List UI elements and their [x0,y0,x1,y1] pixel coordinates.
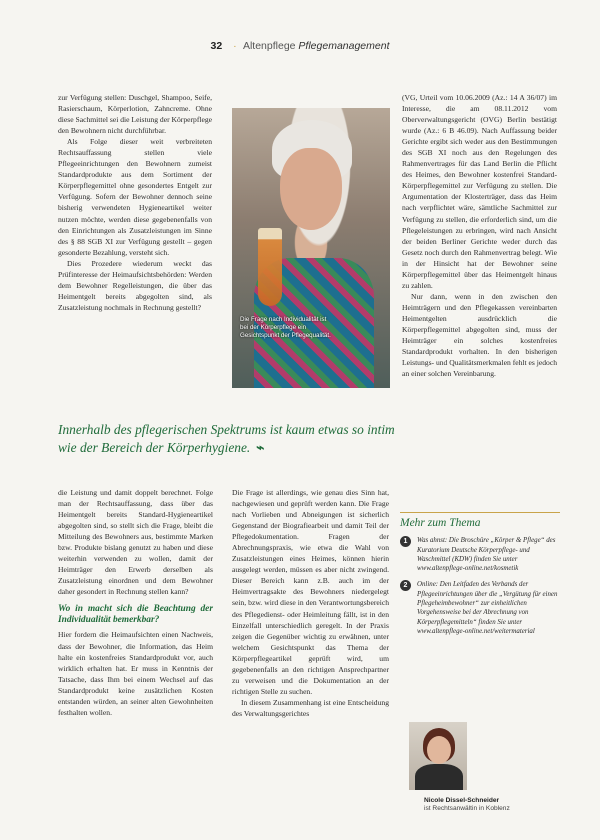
header-separator: · [233,40,237,52]
photo-face [280,148,342,230]
pull-quote [58,421,398,457]
article-column-3 [402,92,557,379]
info-item-text: Was ahnst: Die Broschüre „Körper & Pflege“ des Kuratorium Deutsche Körperpflege- und Waschmittel (KDW) finden Sie unter www.altenpflege-online.net/kosmetik [417,537,556,573]
info-box-rule [400,512,560,513]
author-face [427,736,451,764]
page-header [0,40,600,52]
info-item [400,580,560,636]
page-number: 32 [210,40,223,52]
info-box-title: Mehr zum Thema [400,517,481,529]
header-section: Pflegemanagement [298,40,390,52]
paragraph: Nur dann, wenn in den zwischen den Heimträgern und den Pflegekassen vereinbarten Heimentgelten ausdrücklich die Körperpflegemittel abgegolten sind, muss der Heimträger ein solches kostenfreies Standardprodukt vorhalten. In den bisherigen Leistungs- und Qualitätsmerkmalen fehlt es jedoch an einer solchen Vereinbarung. [402,291,557,379]
header-brand: Altenpflege [242,40,296,52]
paragraph: In diesem Zusammenhang ist eine Entscheidung des Verwaltungsgerichtes [232,697,389,718]
article-column-1 [58,92,212,313]
article-column-2-lower [232,487,389,719]
author-role: ist Rechtsanwältin in Koblenz [424,805,510,813]
pull-quote-text: Innerhalb des pflegerischen Spektrums ist kaum etwas so intim wie der Bereich der Körperhygiene. [58,422,395,455]
paragraph: die Leistung und damit doppelt berechnet. Folge man der Rechtsauffassung, dass über das Heimentgelt bereits Standard-Hygieneartikel abgegolten sind, so stellt sich die Frage, bleibt die Mitteilung des Bewohners aus, bestimmte Marken bzw. Produkte bislang genutzt zu haben und diese weiterhin verwenden zu wollen, damit der Heimträger den Erwerb derselben als Zusatzleistung einordnen und dem Bewohner daher gesondert in Rechnung stellen kann? [58,488,213,597]
article-photo [232,108,390,388]
author-photo [409,722,467,790]
photo-glass [258,228,282,306]
pull-quote-ornament-icon: ⌁ [256,440,265,455]
subheading: Wo in macht sich die Beachtung der Individualität bemerkbar? [58,604,213,626]
info-item-text: Online: Den Leitfaden des Verbands der Pflegeeinrichtungen über die „Vergütung für einen Pflegeheimbewohner“ zur einheitlichen Vorgehensweise bei der Abrechnung von Körperpflegemitteln“ finden Sie unter www.altenpflege-online.net/weitermaterial [417,581,558,635]
number-badge-icon: 2 [400,580,411,591]
author-credit [424,797,564,814]
paragraph: Dies Prozedere wiederum weckt das Prüfinteresse der Heimaufsichtsbehörden: Werden dem Bewohner Regelleistungen, die über das Heimentgelt bereits abgegolten sind, als Zusatzleistung nochmals in Rechnung gestellt? [58,258,212,312]
paragraph: Die Frage ist allerdings, wie genau dies Sinn hat, nachgewiesen und geprüft werden kann. Die Frage nach Vorlieben und Abneigungen ist sicherlich Gegenstand der Biografiearbeit und damit Teil der Pflegedokumentation. Fragen der Abrechnungspraxis, wie etwa die Wahl von Zusatzleistungen eines Heimes, können hierin ausgelegt werden, müssen es aber nicht zwingend. Dieser Bereich kann z.B. auch im der Heimvertragsakte des Bewohners niedergelegt sein, bzw. wird diese in den Verantwortungsbereich des Pflegedienst- oder Heimleitung fällt, ist in den Einzelfall unterschiedlich geregelt. In der Praxis zeigen die Gegenüber wichtig zu erwähnen, unter welchem Gesichtspunkt das Thema der Körperpflegeartikel geprüft wird, um gegebenenfalls an den richtigen Ansprechpartner zu verweisen und die Dokumentation an der richtigen Stelle zu suchen. [232,488,389,696]
info-box [400,512,560,643]
paragraph: Als Folge dieser weit verbreiteten Rechtsauffassung stellen viele Pflegeeinrichtungen den Bewohnern zumeist Standardprodukte aus dem Sortiment der Körperpflegemittel ohne gesondertes Entgelt zur Verfügung. Sofern der Bewohner dennoch seine bisherig verwendeten Hygieneartikel weiter nutzen möchte, werden diese gegebenenfalls von den Einrichtungen als Zusatzleistungen im Sinne des § 88 SGB XI zur Verfügung gestellt – gegen gesonderte Bezahlung, versteht sich. [58,137,212,257]
number-badge-icon: 1 [400,536,411,547]
photo-caption: Die Frage nach Individualität ist bei der Körperpflege ein Gesichtspunkt der Pflegequalität. [240,316,331,339]
article-column-1-lower [58,487,213,718]
info-item [400,536,560,573]
author-name: Nicole Dissel-Schneider [424,797,500,804]
author-body [415,764,463,790]
paragraph: zur Verfügung stellen: Duschgel, Shampoo, Seife, Rasierschaum, Körperlotion, Zahncreme. Ohne diese Sachmittel sei die Leistung der Körperpflege den Bewohnern nicht durchführbar. [58,93,212,136]
paragraph: Hier fordern die Heimaufsichten einen Nachweis, dass der Bewohner, die Information, das Heim halte ein kostenfreies Standardprodukt vor, auch wirklich erhalten hat. Er muss in Kenntnis der Tatsache, dass Ihm bei einem Wechsel auf das Standardprodukt keine zusätzlichen Kosten entstanden würden, an seiner alten Gewohnheiten festhalten wollen. [58,630,213,717]
paragraph: (VG, Urteil vom 10.06.2009 (Az.: 14 A 36/07) im Interesse, die am 08.11.2012 vom Oberverwaltungsgericht (OVG) Berlin bestätigt wurde (Az.: 6 B 46.09). Nach Auffassung beider Gerichte ergibt sich weder aus den Bestimmungen des SGB XI noch aus den Regelungen des Rahmenvertrages für das Land Berlin die Pflicht des Heimes, den Bewohner kostenfrei Standard-Körperpflegemittel zur Verfügung zu stellen. Die Argumentation der Klosterträger, dass das Heim nach verpflichtet wäre, sämtliche Sachmittel zur Verfügung zu stellen, die erforderlich sind, um die Pflegeleistungen zu erbringen, wird nach Ansicht der beiden Berliner Gerichte weder durch das Gesetz noch durch den Rahmenvertrag belegt. Wie in der Hinsicht hat der Bewohner seine Körperpflegemittel über das Heimentgelt hinaus zu zahlen. [402,93,557,290]
